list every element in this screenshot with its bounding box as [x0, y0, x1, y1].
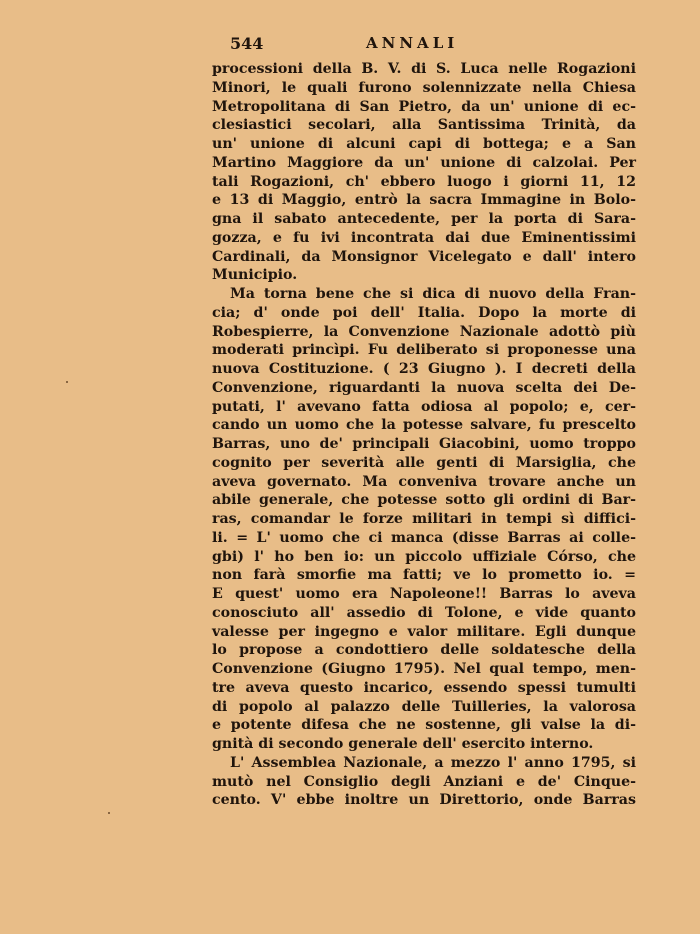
- text-line: putati, l' avevano fatta odiosa al popolo; e, cer-: [212, 398, 636, 415]
- text-line: cando un uomo che la potesse salvare, fu prescelto: [212, 417, 636, 434]
- text-line: moderati princìpi. Fu deliberato si proponesse una: [212, 342, 636, 359]
- text-line: e potente difesa che ne sostenne, gli valse la di-: [212, 717, 636, 734]
- text-line: aveva governato. Ma conveniva trovare anche un: [212, 473, 636, 490]
- text-line: un' unione di alcuni capi di bottega; e a San: [212, 136, 636, 152]
- text-line: E quest' uomo era Napoleone!! Barras lo aveva: [212, 586, 636, 602]
- paper-speck: [108, 812, 110, 814]
- paper-speck: [66, 381, 68, 383]
- text-line: Convenzione, riguardanti la nuova scelta dei De-: [212, 379, 636, 396]
- text-line: Municipio.: [212, 267, 298, 284]
- text-line: Ma torna bene che si dica di nuovo della Fran-: [230, 286, 636, 302]
- text-line: tre aveva questo incarico, essendo spessi tumulti: [212, 679, 636, 696]
- body-text: [212, 60, 636, 810]
- text-line: Metropolitana di San Pietro, da un' unione di ec-: [212, 98, 636, 115]
- text-line: valesse per ingegno e valor militare. Egli dunque: [212, 623, 636, 640]
- text-line: Barras, uno de' principali Giacobini, uomo troppo: [212, 436, 636, 452]
- running-title: ANNALI: [366, 34, 459, 52]
- text-line: cia; d' onde poi dell' Italia. Dopo la morte di: [212, 304, 636, 321]
- text-line: gbi) l' ho ben io: un piccolo uffiziale Córso, che: [212, 548, 636, 565]
- text-line: abile generale, che potesse sotto gli ordini di Bar-: [212, 492, 636, 509]
- text-line: li. = L' uomo che ci manca (disse Barras ai colle-: [212, 529, 636, 546]
- text-line: ras, comandar le forze militari in tempi sì diffici-: [212, 511, 636, 527]
- text-line: tali Rogazioni, ch' ebbero luogo i giorni 11, 12: [212, 173, 636, 190]
- text-line: conosciuto all' assedio di Tolone, e vide quanto: [212, 604, 636, 621]
- text-line: gnità di secondo generale dell' esercito interno.: [212, 736, 594, 752]
- text-line: Convenzione (Giugno 1795). Nel qual tempo, men-: [212, 661, 636, 677]
- text-line: di popolo al palazzo delle Tuilleries, la valorosa: [212, 698, 636, 715]
- page-number: 544: [230, 34, 264, 53]
- text-line: Cardinali, da Monsignor Vicelegato e dall' intero: [212, 248, 636, 265]
- text-line: lo propose a condottiero delle soldatesche della: [212, 642, 636, 659]
- text-line: Robespierre, la Convenzione Nazionale adottò più: [212, 323, 636, 340]
- running-head: [212, 34, 636, 60]
- text-line: gna il sabato antecedente, per la porta di Sara-: [212, 211, 636, 227]
- text-line: non farà smorfie ma fatti; ve lo prometto io. =: [212, 567, 636, 584]
- text-line: cognito per severità alle genti di Marsiglia, che: [212, 454, 636, 471]
- text-line: gozza, e fu ivi incontrata dai due Eminentissimi: [212, 229, 636, 246]
- text-line: processioni della B. V. di S. Luca nelle Rogazioni: [212, 61, 636, 77]
- book-page: [212, 34, 636, 810]
- text-line: Martino Maggiore da un' unione di calzolai. Per: [212, 154, 636, 171]
- text-line: nuova Costituzione. ( 23 Giugno ). I decreti della: [212, 361, 636, 377]
- text-line: clesiastici secolari, alla Santissima Trinità, da: [212, 117, 636, 134]
- text-line: mutò nel Consiglio degli Anziani e de' Cinque-: [212, 773, 636, 790]
- text-line: L' Assemblea Nazionale, a mezzo l' anno 1795, si: [230, 754, 636, 771]
- text-line: cento. V' ebbe inoltre un Direttorio, onde Barras: [212, 792, 636, 809]
- text-line: e 13 di Maggio, entrò la sacra Immagine in Bolo-: [212, 192, 636, 209]
- text-line: Minori, le quali furono solennizzate nella Chiesa: [212, 79, 636, 96]
